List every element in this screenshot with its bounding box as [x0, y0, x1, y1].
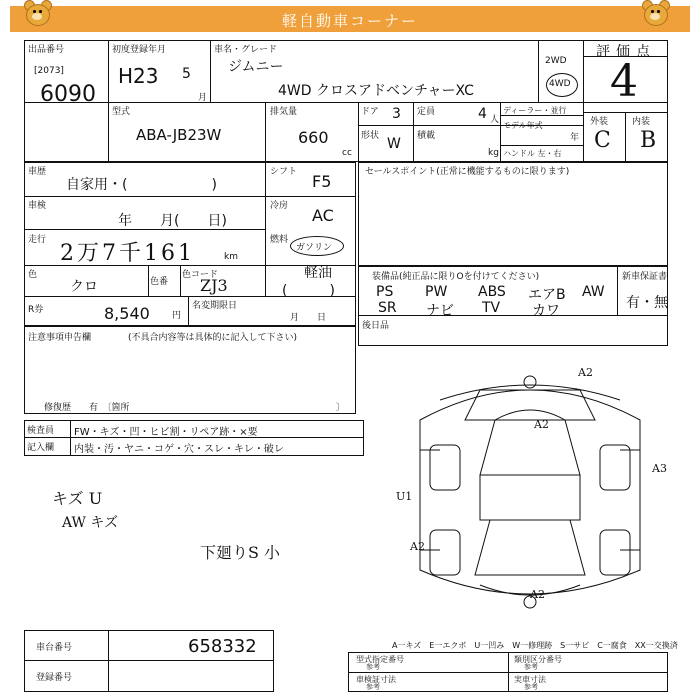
shape-label: 形状: [361, 131, 380, 141]
mark-u1: U1: [396, 490, 413, 503]
color-label: 色: [28, 270, 38, 280]
header-bar: [10, 6, 690, 32]
model-year-unit: 年: [570, 133, 580, 143]
notes-repair: 修復歴 有 〔箇所: [44, 403, 130, 413]
capacity-value: 4: [478, 106, 487, 122]
notes-paren: 〕: [336, 403, 346, 413]
score-label: 評価点: [596, 44, 656, 60]
color-value: クロ: [70, 279, 98, 295]
inspection-value: 年 月( 日): [118, 213, 227, 229]
recycle-label: R券: [28, 305, 44, 315]
car-diagram: [380, 360, 680, 620]
equipment-label: 装備品(純正品に限りOを付けてください): [372, 272, 540, 282]
entry-label: 記入欄: [27, 443, 55, 453]
chassis-value: 658332: [188, 636, 257, 657]
lot-number: 6090: [40, 82, 96, 107]
shift-label: シフト: [270, 167, 298, 177]
load-label: 積載: [417, 131, 436, 141]
color-no-label: 色番: [150, 277, 169, 287]
shape-value: W: [387, 136, 401, 152]
legend: A一キズ E一エクボ U一凹み W一修理跡 S一サビ C一腐食 XX一交換済: [392, 641, 678, 650]
handwritten-1: キズ U: [52, 489, 103, 508]
color-code: ZJ3: [200, 276, 228, 295]
car-grade: 4WD クロスアドベンチャーXC: [278, 83, 474, 99]
bottom-right-b: 参考: [524, 663, 538, 671]
inspector-label: 検査員: [27, 426, 55, 436]
score-ext-label: 外装: [590, 117, 609, 127]
first-reg-month: 5: [182, 66, 191, 82]
bottom-right-d: 参考: [524, 683, 538, 691]
shift-value: F5: [312, 172, 332, 191]
entry-items: 内装・汚・ヤニ・コゲ・穴・スレ・キレ・破レ: [74, 444, 284, 455]
model-value: ABA-JB23W: [136, 126, 222, 144]
displacement-unit: cc: [342, 148, 352, 158]
sales-point-label: セールスポイント(正常に機能するものに限ります): [365, 167, 570, 177]
model-label: 型式: [112, 107, 131, 117]
recycle-unit: 円: [172, 311, 182, 321]
mark-a2-hood: A2: [534, 418, 549, 431]
back-seat-label: 後日品: [362, 321, 390, 331]
mark-a2-rear: A2: [530, 588, 545, 601]
meigi-label: 名変期限日: [192, 301, 238, 311]
mark-a2-left: A2: [410, 540, 425, 553]
top-box: [24, 40, 668, 162]
first-reg-label: 初度登録年月: [112, 45, 167, 55]
equipment-item-row1: ABS: [478, 284, 506, 300]
header-title: 軽自動車コーナー: [281, 12, 418, 30]
dealer-label: ディーラー・並行: [503, 106, 567, 115]
sales-point-box: [358, 162, 668, 266]
score-value: 4: [610, 56, 638, 107]
bottom-right-c: 実車寸法: [514, 675, 546, 684]
displacement-value: 660: [298, 128, 329, 147]
first-reg-month-unit: 月: [198, 93, 208, 103]
equipment-item-row2: ナビ: [426, 303, 454, 319]
mileage-label: 走行: [28, 235, 47, 245]
mileage-unit: km: [224, 252, 238, 262]
recycle-value: 8,540: [104, 304, 150, 323]
mark-a3: A3: [652, 462, 667, 475]
back-seat-box: [358, 316, 668, 346]
capacity-label: 定員: [417, 107, 436, 117]
ac-label: 冷房: [270, 201, 289, 211]
lot-sub: [2073]: [34, 66, 64, 76]
doors-value: 3: [392, 106, 401, 122]
history-value: 自家用・( ): [66, 177, 217, 193]
fuel-label: 燃料: [270, 235, 289, 245]
equipment-item-row2: TV: [482, 300, 501, 316]
drive-2wd: 2WD: [545, 56, 567, 66]
car-label: 車名・グレード: [214, 45, 278, 55]
equipment-item-row1: AW: [582, 284, 605, 300]
bottom-left-a: 型式指定番号: [356, 655, 404, 664]
bottom-left-b: 参考: [366, 663, 380, 671]
ac-value: AC: [312, 206, 334, 225]
score-int: B: [640, 128, 657, 153]
displacement-label: 排気量: [270, 107, 298, 117]
equipment-item-row2: カワ: [532, 303, 560, 319]
first-reg-era-year: H23: [118, 64, 159, 88]
inspector-items: FW・キズ・凹・ヒビ割・リペア跡・×要: [74, 427, 258, 438]
meigi-value: 月 日: [290, 313, 327, 323]
plate-label: 登録番号: [36, 673, 73, 683]
handle-label: ハンドル 左・右: [503, 149, 562, 158]
score-ext: C: [594, 128, 611, 153]
model-year-label: モデル年式: [503, 121, 543, 130]
bear-logo-icon: [640, 0, 670, 28]
notes-hint: (不具合内容等は具体的に記入して下さい): [128, 333, 298, 343]
chassis-label: 車台番号: [36, 643, 73, 653]
bottom-left-d: 参考: [366, 683, 380, 691]
bottom-left-c: 車検証寸法: [356, 675, 396, 684]
warranty-value: 有・無: [626, 295, 668, 311]
score-int-label: 内装: [632, 117, 651, 127]
drive-4wd: 4WD: [549, 79, 571, 89]
notes-label: 注意事項申告欄: [28, 333, 92, 343]
fuel-gas: ガソリン: [296, 243, 333, 253]
capacity-unit: 人: [490, 115, 500, 125]
equipment-item-row1: PW: [425, 284, 448, 300]
equipment-item-row1: PS: [376, 284, 394, 300]
mileage-value: 2万7千161: [60, 241, 195, 266]
doors-label: ドア: [361, 107, 379, 117]
inspection-label: 車検: [28, 201, 47, 211]
bottom-right-a: 類別区分番号: [514, 655, 562, 664]
history-label: 車歴: [28, 167, 47, 177]
fuel-paren: ( ): [282, 283, 335, 299]
fuel-circle: [290, 236, 344, 256]
handwritten-2: AW キズ: [62, 515, 119, 531]
car-name: ジムニー: [228, 59, 284, 75]
lot-label: 出品番号: [28, 45, 65, 55]
color-code-label: 色コード: [182, 270, 219, 280]
warranty-label: 新車保証書: [622, 272, 668, 282]
equipment-item-row1: エアB: [528, 287, 566, 303]
handwritten-3: 下廻りS 小: [200, 543, 281, 562]
equipment-item-row2: SR: [378, 300, 397, 316]
load-unit: kg: [488, 148, 499, 158]
fuel-diesel: 軽油: [304, 265, 332, 281]
mark-a2-top: A2: [578, 366, 593, 379]
bear-logo-icon: [22, 0, 52, 28]
